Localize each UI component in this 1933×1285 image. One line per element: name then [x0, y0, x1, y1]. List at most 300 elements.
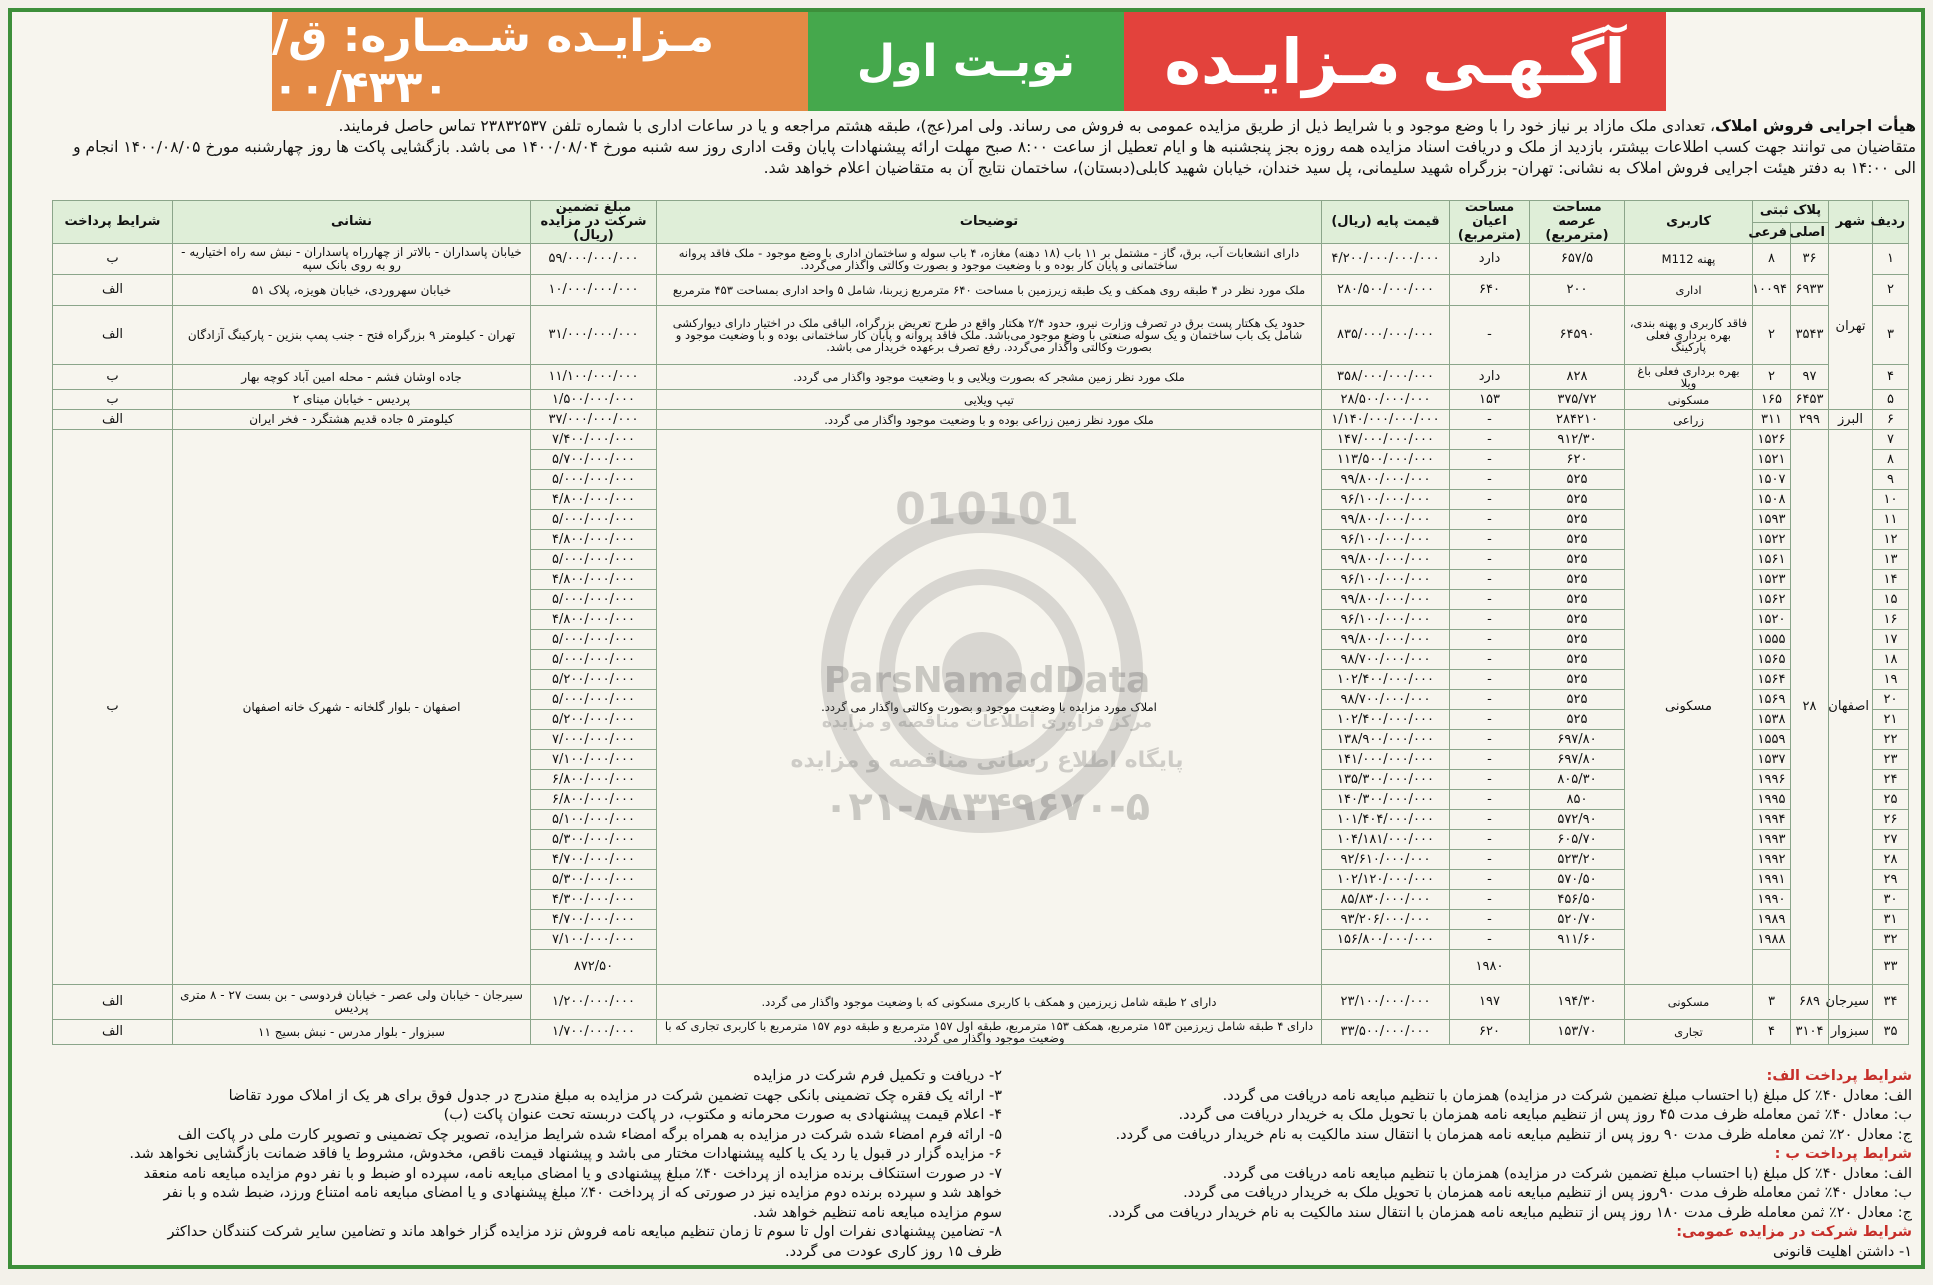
payment-terms-cell: ب — [53, 244, 173, 275]
terms-b-1: الف: معادل ۴۰٪ کل مبلغ (با احتساب مبلغ تضمین شرکت در مزایده) همزمان با تنظیم مبایعه نامه دریافت می گردد. — [1222, 1165, 1912, 1182]
guarantee-cell: ۴/۸۰۰/۰۰۰/۰۰۰ — [531, 530, 657, 550]
base-price-cell: ۲۳/۱۰۰/۰۰۰/۰۰۰ — [1322, 985, 1450, 1020]
building-area-cell: - — [1450, 930, 1530, 950]
plak-asli-cell: ۲۹۹ — [1791, 410, 1829, 430]
land-area-cell: ۱۵۳/۷۰ — [1530, 1020, 1625, 1045]
plak-fari-cell: ۱۵۲۶ — [1753, 430, 1791, 450]
building-area-cell: - — [1450, 430, 1530, 450]
guarantee-cell: ۵/۰۰۰/۰۰۰/۰۰۰ — [531, 630, 657, 650]
col-price: قیمت پایه (ریال) — [1322, 201, 1450, 244]
building-area-cell: - — [1450, 670, 1530, 690]
land-area-cell: ۵۲۵ — [1530, 670, 1625, 690]
land-area-cell: ۲۰۰ — [1530, 275, 1625, 306]
guarantee-cell: ۵/۰۰۰/۰۰۰/۰۰۰ — [531, 650, 657, 670]
row-number: ۲۹ — [1873, 870, 1909, 890]
guarantee-cell: ۶/۸۰۰/۰۰۰/۰۰۰ — [531, 790, 657, 810]
plak-asli-cell: ۲۸ — [1791, 430, 1829, 985]
intro-lead: هیأت اجرایی فروش املاک — [1715, 117, 1916, 135]
building-area-cell: - — [1450, 550, 1530, 570]
guarantee-cell: ۴/۸۰۰/۰۰۰/۰۰۰ — [531, 490, 657, 510]
auction-number: مـزایـده شـمـاره: ق/۰۰/۴۳۳۰ — [272, 12, 808, 111]
base-price-cell: ۱۰۱/۴۰۴/۰۰۰/۰۰۰ — [1322, 810, 1450, 830]
building-area-cell: - — [1450, 530, 1530, 550]
land-area-cell: ۵۲۵ — [1530, 570, 1625, 590]
table-row — [53, 985, 1909, 1020]
building-area-cell: - — [1450, 490, 1530, 510]
plak-fari-cell: ۱۹۹۲ — [1753, 850, 1791, 870]
participation-5: ۵- ارائه فرم امضاء شده شرکت در مزایده به همراه برگه امضاء شده شرایط مزایده، تصویر چک تضمینی و تصویر کارت ملی در پاکت الف — [177, 1126, 1002, 1143]
participation-terms — [52, 1067, 1002, 1262]
guarantee-cell: ۷/۱۰۰/۰۰۰/۰۰۰ — [531, 930, 657, 950]
row-number: ۲۶ — [1873, 810, 1909, 830]
turn-label: نوبـت اول — [808, 12, 1124, 111]
participation-1: ۱- داشتن اهلیت قانونی — [1773, 1243, 1912, 1260]
guarantee-cell: ۵/۱۰۰/۰۰۰/۰۰۰ — [531, 810, 657, 830]
terms-a-heading: شرایط پرداخت الف: — [1766, 1068, 1912, 1084]
address-cell: کیلومتر ۵ جاده قدیم هشتگرد - فخر ایران — [173, 410, 531, 430]
row-number: ۱ — [1873, 244, 1909, 275]
base-price-cell: ۸۵/۸۳۰/۰۰۰/۰۰۰ — [1322, 890, 1450, 910]
row-number: ۳۰ — [1873, 890, 1909, 910]
col-guarantee: مبلغ تضمین شرکت در مزایده (ریال) — [531, 201, 657, 244]
usage-cell: اداری — [1625, 275, 1753, 306]
land-area-cell: ۵۲۵ — [1530, 690, 1625, 710]
land-area-cell: ۸۵۰ — [1530, 790, 1625, 810]
guarantee-cell: ۵/۲۰۰/۰۰۰/۰۰۰ — [531, 670, 657, 690]
building-area-cell: - — [1450, 890, 1530, 910]
land-area-cell: ۵۲۵ — [1530, 630, 1625, 650]
base-price-cell: ۹۸/۷۰۰/۰۰۰/۰۰۰ — [1322, 690, 1450, 710]
land-area-cell: ۵۲۵ — [1530, 510, 1625, 530]
building-area-cell: ۱۹۷ — [1450, 985, 1530, 1020]
city-cell: اصفهان — [1829, 430, 1873, 985]
row-number: ۳ — [1873, 306, 1909, 365]
building-area-cell: - — [1450, 750, 1530, 770]
building-area-cell: - — [1450, 910, 1530, 930]
guarantee-cell: ۱۱/۱۰۰/۰۰۰/۰۰۰ — [531, 365, 657, 390]
col-desc: توضیحات — [657, 201, 1322, 244]
guarantee-cell: ۶/۸۰۰/۰۰۰/۰۰۰ — [531, 770, 657, 790]
col-plak: پلاک ثبتی — [1753, 201, 1829, 223]
land-area-cell: ۵۲۵ — [1530, 470, 1625, 490]
table-row — [53, 410, 1909, 430]
payment-terms-cell: الف — [53, 410, 173, 430]
address-cell: پردیس - خیابان مینای ۲ — [173, 390, 531, 410]
participation-heading: شرایط شرکت در مزایده عمومی: — [1676, 1224, 1912, 1240]
plak-fari-cell: ۱۹۹۰ — [1753, 890, 1791, 910]
description-cell: ملک مورد نظر زمین مشجر که بصورت ویلایی و با وضعیت موجود واگذار می گردد. — [657, 365, 1322, 390]
plak-fari-cell: ۱۵۲۰ — [1753, 610, 1791, 630]
guarantee-cell: ۵/۰۰۰/۰۰۰/۰۰۰ — [531, 510, 657, 530]
land-area-cell: ۵۲۵ — [1530, 530, 1625, 550]
table-body — [53, 244, 1909, 1045]
base-price-cell: ۹۶/۱۰۰/۰۰۰/۰۰۰ — [1322, 570, 1450, 590]
guarantee-cell: ۷/۰۰۰/۰۰۰/۰۰۰ — [531, 730, 657, 750]
land-area-cell: ۲۸۴۲۱۰ — [1530, 410, 1625, 430]
base-price-cell: ۲۸/۵۰۰/۰۰۰/۰۰۰ — [1322, 390, 1450, 410]
description-cell: دارای انشعابات آب، برق، گاز - مشتمل بر ۱۱ باب (۱۸ دهنه) مغازه، ۴ باب سوله و ساختمان اداری با وضع موجود - ملک فاقد پروانه ساختمانی و پایان کار بوده و با وضعیت موجود و بصورت وکالتی واگذار می‌گردد. — [657, 244, 1322, 275]
usage-cell: مسکونی — [1625, 390, 1753, 410]
building-area-cell: - — [1450, 590, 1530, 610]
col-address: نشانی — [173, 201, 531, 244]
plak-fari-cell: ۱۹۹۴ — [1753, 810, 1791, 830]
base-price-cell: ۱۰۲/۴۰۰/۰۰۰/۰۰۰ — [1322, 710, 1450, 730]
building-area-cell: - — [1450, 690, 1530, 710]
land-area-cell: ۵۲۵ — [1530, 710, 1625, 730]
usage-cell: پهنه M112 — [1625, 244, 1753, 275]
address-cell: سبزوار - بلوار مدرس - نبش بسیج ۱۱ — [173, 1020, 531, 1045]
land-area-cell: ۶۴۵۹۰ — [1530, 306, 1625, 365]
land-area-cell: ۵۲۵ — [1530, 550, 1625, 570]
table-row — [53, 390, 1909, 410]
building-area-cell: - — [1450, 470, 1530, 490]
land-area-cell: ۵۲۰/۷۰ — [1530, 910, 1625, 930]
intro-line-1-text: ، تعدادی ملک مازاد بر نیاز خود را با وضع موجود و با شرایط ذیل از طریق مزایده عمومی به فروش می رساند. ولی امر(عج)، طبقه هشتم مراجعه و یا در ساعات اداری با شماره تلفن ۲۳۸۳۲۵۳۷ تماس حاصل فرمایند. — [338, 117, 1716, 135]
guarantee-cell: ۴/۳۰۰/۰۰۰/۰۰۰ — [531, 890, 657, 910]
plak-fari-cell: ۱۰۰۹۴ — [1753, 275, 1791, 306]
land-area-cell: ۹۱۲/۳۰ — [1530, 430, 1625, 450]
land-area-cell: ۶۹۷/۸۰ — [1530, 750, 1625, 770]
row-number: ۲۰ — [1873, 690, 1909, 710]
base-price-cell: ۱۳۸/۹۰۰/۰۰۰/۰۰۰ — [1322, 730, 1450, 750]
row-number: ۱۵ — [1873, 590, 1909, 610]
plak-asli-cell — [1530, 950, 1625, 985]
table-row — [53, 1020, 1909, 1045]
land-area-cell: ۵۲۵ — [1530, 490, 1625, 510]
description-cell: دارای ۴ طبقه شامل زیرزمین ۱۵۳ مترمربع، همکف ۱۵۳ مترمربع، طبقه اول ۱۵۷ مترمربع و طبقه دوم ۱۵۷ مترمربع با کاربری تجاری که با وضعیت موجود واگذار می گردد. — [657, 1020, 1322, 1045]
land-area-cell: ۸۲۸ — [1530, 365, 1625, 390]
usage-cell: زراعی — [1625, 410, 1753, 430]
row-number: ۲۸ — [1873, 850, 1909, 870]
row-number: ۲۲ — [1873, 730, 1909, 750]
plak-fari-cell: ۱۵۶۱ — [1753, 550, 1791, 570]
plak-fari-cell: ۲ — [1753, 306, 1791, 365]
building-area-cell: - — [1450, 710, 1530, 730]
watermark-line-1: مرکز فراوری اطلاعات مناقصه و مزایده — [821, 712, 1153, 732]
address-cell: اصفهان - بلوار گلخانه - شهرک خانه اصفهان — [173, 430, 531, 985]
terms-b-heading: شرایط پرداخت ب : — [1774, 1146, 1912, 1162]
guarantee-cell: ۴/۷۰۰/۰۰۰/۰۰۰ — [531, 910, 657, 930]
base-price-cell: ۹۳/۲۰۶/۰۰۰/۰۰۰ — [1322, 910, 1450, 930]
payment-terms-cell: ب — [53, 365, 173, 390]
row-number: ۹ — [1873, 470, 1909, 490]
base-price-cell: ۹۲/۶۱۰/۰۰۰/۰۰۰ — [1322, 850, 1450, 870]
col-city: شهر — [1829, 201, 1873, 244]
land-area-cell: ۹۱۱/۶۰ — [1530, 930, 1625, 950]
row-number: ۳۲ — [1873, 930, 1909, 950]
land-area-cell: ۸۰۵/۳۰ — [1530, 770, 1625, 790]
guarantee-cell: ۱۰/۰۰۰/۰۰۰/۰۰۰ — [531, 275, 657, 306]
properties-table — [52, 200, 1909, 1045]
row-number: ۲۳ — [1873, 750, 1909, 770]
guarantee-cell: ۴/۷۰۰/۰۰۰/۰۰۰ — [531, 850, 657, 870]
base-price-cell: ۹۶/۱۰۰/۰۰۰/۰۰۰ — [1322, 490, 1450, 510]
row-number: ۳۱ — [1873, 910, 1909, 930]
row-number: ۲۵ — [1873, 790, 1909, 810]
land-area-cell: ۳۷۵/۷۲ — [1530, 390, 1625, 410]
plak-asli-cell: ۶۹۳۳ — [1791, 275, 1829, 306]
plak-fari-cell: ۲ — [1753, 365, 1791, 390]
col-row: ردیف — [1873, 201, 1909, 244]
row-number: ۱۶ — [1873, 610, 1909, 630]
row-number: ۳۳ — [1873, 950, 1909, 985]
plak-asli-cell: ۳۶ — [1791, 244, 1829, 275]
building-area-cell: دارد — [1450, 244, 1530, 275]
base-price-cell: ۹۸/۷۰۰/۰۰۰/۰۰۰ — [1322, 650, 1450, 670]
base-price-cell: ۱/۱۴۰/۰۰۰/۰۰۰/۰۰۰ — [1322, 410, 1450, 430]
description-cell: ملک مورد نظر زمین زراعی بوده و با وضعیت موجود واگذار می گردد. — [657, 410, 1322, 430]
description-cell: حدود یک هکتار پست برق در تصرف وزارت نیرو، حدود ۲/۴ هکتار واقع در طرح تعریض بزرگراه، الباقی ملک در اختیار دارای دیوارکشی شامل یک باب ساختمان و یک سوله صنعتی با وضع موجود می‌باشد. ملک فاقد پروانه و پایان کار ساختمانی بوده و با وضعیت موجود و بصورت وکالتی واگذار می‌گردد. رفع تصرف برعهده خریدار می باشد. — [657, 306, 1322, 365]
col-asli: اصلی — [1791, 222, 1829, 244]
base-price-cell: ۸۳۵/۰۰۰/۰۰۰/۰۰۰ — [1322, 306, 1450, 365]
building-area-cell: ۱۵۳ — [1450, 390, 1530, 410]
building-area-cell: دارد — [1450, 365, 1530, 390]
building-area-cell: - — [1450, 770, 1530, 790]
intro-line-2: متقاضیان می توانند جهت کسب اطلاعات بیشتر، بازدید از ملک و دریافت اسناد مزایده همه روزه بجز پنجشنبه ها و ایام تعطیل از ساعت ۸:۰۰ صبح مهلت ارائه پیشنهادات پایان وقت اداری روز سه شنبه مورخ ۱۴۰۰/۰۸/۰۴ می باشد. بازگشایی پاکت ها روز چهارشنبه مورخ ۱۴۰۰/۰۸/۰۵ انجام و — [73, 138, 1916, 156]
plak-fari-cell: ۱۹۹۶ — [1753, 770, 1791, 790]
payment-terms-cell: الف — [53, 306, 173, 365]
building-area-cell: - — [1450, 850, 1530, 870]
base-price-cell: ۳۵۸/۰۰۰/۰۰۰/۰۰۰ — [1322, 365, 1450, 390]
row-number: ۳۴ — [1873, 985, 1909, 1020]
row-number: ۱۸ — [1873, 650, 1909, 670]
guarantee-cell: ۵/۳۰۰/۰۰۰/۰۰۰ — [531, 830, 657, 850]
terms-b-2: ب: معادل ۴۰٪ ثمن معامله ظرف مدت ۹۰روز پس از تنظیم مبایعه نامه همزمان با تحویل ملک به خریدار دریافت می گردد. — [1183, 1185, 1912, 1201]
table-row — [53, 306, 1909, 365]
building-area-cell: - — [1450, 510, 1530, 530]
intro-paragraph — [26, 116, 1916, 179]
city-cell: تهران — [1829, 244, 1873, 410]
guarantee-cell: ۵/۰۰۰/۰۰۰/۰۰۰ — [531, 690, 657, 710]
base-price-cell: ۹۹/۸۰۰/۰۰۰/۰۰۰ — [1322, 470, 1450, 490]
building-area-cell: ۶۴۰ — [1450, 275, 1530, 306]
guarantee-cell: ۵/۳۰۰/۰۰۰/۰۰۰ — [531, 870, 657, 890]
row-number: ۱۲ — [1873, 530, 1909, 550]
base-price-cell: ۱۴۷/۰۰۰/۰۰۰/۰۰۰ — [1322, 430, 1450, 450]
plak-fari-cell: ۱۹۹۵ — [1753, 790, 1791, 810]
col-usage: کاربری — [1625, 201, 1753, 244]
payment-terms-cell: الف — [53, 985, 173, 1020]
building-area-cell: - — [1450, 610, 1530, 630]
description-cell: ملک مورد نظر در ۴ طبقه روی همکف و یک طبقه زیرزمین با مساحت ۶۴۰ مترمربع زیربنا، شامل ۵ واحد اداری بمساحت ۴۵۳ مترمربع — [657, 275, 1322, 306]
plak-fari-cell: ۱۹۹۱ — [1753, 870, 1791, 890]
row-number: ۲ — [1873, 275, 1909, 306]
plak-fari-cell: ۸ — [1753, 244, 1791, 275]
watermark-phone: ۰۲۱-۸۸۳۴۹۶۷۰-۵ — [823, 784, 1151, 830]
address-cell: تهران - کیلومتر ۹ بزرگراه فتح - جنب پمپ بنزین - پارکینگ آزادگان — [173, 306, 531, 365]
base-price-cell: ۱۰۴/۱۸۱/۰۰۰/۰۰۰ — [1322, 830, 1450, 850]
table-row — [53, 430, 1909, 450]
address-cell: سیرجان - خیابان ولی عصر - خیابان فردوسی - بن بست ۲۷ - ۸ متری پردیس — [173, 985, 531, 1020]
row-number: ۴ — [1873, 365, 1909, 390]
base-price-cell: ۹۹/۸۰۰/۰۰۰/۰۰۰ — [1322, 510, 1450, 530]
row-number: ۱۴ — [1873, 570, 1909, 590]
base-price-cell: ۹۹/۸۰۰/۰۰۰/۰۰۰ — [1322, 550, 1450, 570]
row-number: ۷ — [1873, 430, 1909, 450]
base-price-cell: ۴/۲۰۰/۰۰۰/۰۰۰/۰۰۰ — [1322, 244, 1450, 275]
intro-line-3: الی ۱۴:۰۰ به دفتر هیئت اجرایی فروش املاک به نشانی: تهران- بزرگراه شهید سلیمانی، پل سید خندان، خیابان شهید کابلی(دبستان)، ساختمان نتایج آن به متقاضیان اعلام خواهد شد. — [763, 159, 1916, 177]
watermark-brand: ParsNamadData — [823, 660, 1151, 701]
guarantee-cell: ۵/۷۰۰/۰۰۰/۰۰۰ — [531, 450, 657, 470]
plak-fari-cell: ۱۵۵۵ — [1753, 630, 1791, 650]
guarantee-cell: ۱/۵۰۰/۰۰۰/۰۰۰ — [531, 390, 657, 410]
building-area-cell: ۶۲۰ — [1450, 1020, 1530, 1045]
row-number: ۱۷ — [1873, 630, 1909, 650]
terms-a-1: الف: معادل ۴۰٪ کل مبلغ (با احتساب مبلغ تضمین شرکت در مزایده) همزمان با تنظیم مبایعه نامه دریافت می گردد. — [1222, 1087, 1912, 1104]
description-cell: تیپ ویلایی — [657, 390, 1322, 410]
base-price-cell: ۳۳/۵۰۰/۰۰۰/۰۰۰ — [1322, 1020, 1450, 1045]
base-price-cell: ۱۱۳/۵۰۰/۰۰۰/۰۰۰ — [1322, 450, 1450, 470]
land-area-cell: ۵۲۵ — [1530, 590, 1625, 610]
city-cell — [1753, 950, 1791, 985]
terms-a-3: ج: معادل ۲۰٪ ثمن معامله ظرف مدت ۹۰ روز پس از تنظیم مبایعه نامه همزمان با انتقال سند مالکیت به نام خریدار دریافت می گردد. — [1115, 1126, 1912, 1143]
row-number: ۱۱ — [1873, 510, 1909, 530]
plak-asli-cell: ۶۴۵۳ — [1791, 390, 1829, 410]
guarantee-cell: ۷/۴۰۰/۰۰۰/۰۰۰ — [531, 430, 657, 450]
plak-asli-cell: ۹۷ — [1791, 365, 1829, 390]
usage-cell: بهره برداری فعلی باغ ویلا — [1625, 365, 1753, 390]
building-area-cell: - — [1450, 830, 1530, 850]
base-price-cell: ۹۹/۸۰۰/۰۰۰/۰۰۰ — [1322, 630, 1450, 650]
address-cell: جاده اوشان فشم - محله امین آباد کوچه بهار — [173, 365, 531, 390]
guarantee-cell: ۱/۷۰۰/۰۰۰/۰۰۰ — [531, 1020, 657, 1045]
plak-fari-cell: ۱۵۶۵ — [1753, 650, 1791, 670]
watermark-digits: 010101 — [895, 484, 1079, 535]
payment-terms-cell: الف — [53, 1020, 173, 1045]
auction-notice — [8, 8, 1925, 1269]
land-area-cell: ۶۲۰ — [1530, 450, 1625, 470]
base-price-cell: ۹۶/۱۰۰/۰۰۰/۰۰۰ — [1322, 610, 1450, 630]
guarantee-cell: ۵/۰۰۰/۰۰۰/۰۰۰ — [531, 470, 657, 490]
plak-fari-cell: ۱۶۵ — [1753, 390, 1791, 410]
watermark-line-2: پایگاه اطلاع رسانی مناقصه و مزایده — [790, 748, 1184, 773]
plak-fari-cell: ۱۵۲۲ — [1753, 530, 1791, 550]
payment-terms-cell: ب — [53, 430, 173, 985]
land-area-cell: ۵۲۵ — [1530, 650, 1625, 670]
col-land: مساحت عرصه (مترمربع) — [1530, 201, 1625, 244]
col-fari: فرعی — [1753, 222, 1791, 244]
plak-asli-cell: ۳۱۰۴ — [1791, 1020, 1829, 1045]
plak-fari-cell: ۱۵۵۹ — [1753, 730, 1791, 750]
building-area-cell: - — [1450, 306, 1530, 365]
building-area-cell: - — [1450, 630, 1530, 650]
notice-title: آگـهـی مـزایـده — [1124, 12, 1666, 111]
description-cell: دارای ۲ طبقه شامل زیرزمین و همکف با کاربری مسکونی که با وضعیت موجود واگذار می گردد. — [657, 985, 1322, 1020]
plak-fari-cell: ۱۵۰۸ — [1753, 490, 1791, 510]
row-number: ۶ — [1873, 410, 1909, 430]
row-number: ۲۱ — [1873, 710, 1909, 730]
land-area-cell: ۸۷۲/۵۰ — [531, 950, 657, 985]
terms-b-3: ج: معادل ۲۰٪ ثمن معامله ظرف مدت ۱۸۰ روز پس از تنظیم مبایعه نامه همزمان با انتقال سند مالکیت به نام خریدار دریافت می گردد. — [1107, 1204, 1912, 1221]
land-area-cell: ۵۲۵ — [1530, 610, 1625, 630]
row-number: ۱۳ — [1873, 550, 1909, 570]
city-cell: سیرجان — [1829, 985, 1873, 1020]
base-price-cell: ۱۵۶/۸۰۰/۰۰۰/۰۰۰ — [1322, 930, 1450, 950]
payment-terms-cell: الف — [53, 275, 173, 306]
usage-cell: فاقد کاربری و پهنه بندی، بهره برداری فعلی پارکینگ — [1625, 306, 1753, 365]
guarantee-cell: ۵/۰۰۰/۰۰۰/۰۰۰ — [531, 590, 657, 610]
usage-cell — [1322, 950, 1450, 985]
guarantee-cell: ۳۱/۰۰۰/۰۰۰/۰۰۰ — [531, 306, 657, 365]
city-cell: البرز — [1829, 410, 1873, 430]
guarantee-cell: ۴/۸۰۰/۰۰۰/۰۰۰ — [531, 610, 657, 630]
plak-fari-cell: ۴ — [1753, 1020, 1791, 1045]
address-cell: خیابان پاسداران - بالاتر از چهارراه پاسداران - نبش سه راه اختیاریه - رو به روی بانک سپه — [173, 244, 531, 275]
land-area-cell: ۴۵۶/۵۰ — [1530, 890, 1625, 910]
plak-fari-cell: ۱۵۹۳ — [1753, 510, 1791, 530]
usage-cell: مسکونی — [1625, 985, 1753, 1020]
row-number: ۲۷ — [1873, 830, 1909, 850]
plak-asli-cell: ۶۸۹ — [1791, 985, 1829, 1020]
table-row — [53, 275, 1909, 306]
plak-fari-cell: ۱۵۳۷ — [1753, 750, 1791, 770]
col-building: مساحت اعیان (مترمربع) — [1450, 201, 1530, 244]
col-terms: شرایط پرداخت — [53, 201, 173, 244]
plak-fari-cell: ۱۵۶۹ — [1753, 690, 1791, 710]
plak-asli-cell: ۳۵۴۳ — [1791, 306, 1829, 365]
row-number: ۵ — [1873, 390, 1909, 410]
land-area-cell: ۵۷۰/۵۰ — [1530, 870, 1625, 890]
land-area-cell: ۵۲۳/۲۰ — [1530, 850, 1625, 870]
participation-2: ۲- دریافت و تکمیل فرم شرکت در مزایده — [753, 1068, 1002, 1084]
base-price-cell: ۹۶/۱۰۰/۰۰۰/۰۰۰ — [1322, 530, 1450, 550]
plak-fari-cell: ۱۹۸۹ — [1753, 910, 1791, 930]
plak-fari-cell: ۱۹۹۳ — [1753, 830, 1791, 850]
plak-fari-cell: ۱۵۲۱ — [1753, 450, 1791, 470]
participation-3: ۳- ارائه یک فقره چک تضمینی بانکی جهت تضمین شرکت در مزایده به مبلغ مندرج در جدول فوق برای هر یک از املاک مورد تقاضا — [228, 1087, 1002, 1104]
plak-fari-cell: ۱۹۸۸ — [1753, 930, 1791, 950]
table-row — [53, 244, 1909, 275]
building-area-cell: - — [1450, 810, 1530, 830]
plak-fari-cell: ۱۵۶۲ — [1753, 590, 1791, 610]
guarantee-cell: ۱/۲۰۰/۰۰۰/۰۰۰ — [531, 985, 657, 1020]
land-area-cell: ۱۹۴/۳۰ — [1530, 985, 1625, 1020]
intro-line-1 — [26, 116, 1916, 137]
base-price-cell: ۹۹/۸۰۰/۰۰۰/۰۰۰ — [1322, 590, 1450, 610]
plak-fari-cell: ۱۵۰۷ — [1753, 470, 1791, 490]
row-number: ۱۹ — [1873, 670, 1909, 690]
land-area-cell: ۶۰۵/۷۰ — [1530, 830, 1625, 850]
guarantee-cell: ۵/۲۰۰/۰۰۰/۰۰۰ — [531, 710, 657, 730]
city-cell: سبزوار — [1829, 1020, 1873, 1045]
participation-4: ۴- اعلام قیمت پیشنهادی به صورت محرمانه و مکتوب، در پاکت دربسته تحت عنوان پاکت (ب) — [443, 1107, 1002, 1123]
notice-header — [272, 12, 1666, 111]
base-price-cell: ۱۰۲/۴۰۰/۰۰۰/۰۰۰ — [1322, 670, 1450, 690]
row-number: ۱۰ — [1873, 490, 1909, 510]
guarantee-cell: ۳۷/۰۰۰/۰۰۰/۰۰۰ — [531, 410, 657, 430]
usage-cell: تجاری — [1625, 1020, 1753, 1045]
base-price-cell: ۱۳۵/۳۰۰/۰۰۰/۰۰۰ — [1322, 770, 1450, 790]
guarantee-cell: ۵/۰۰۰/۰۰۰/۰۰۰ — [531, 550, 657, 570]
usage-cell: مسکونی — [1625, 430, 1753, 985]
land-area-cell: ۶۵۷/۵ — [1530, 244, 1625, 275]
building-area-cell: - — [1450, 730, 1530, 750]
participation-7c: سوم مزایده مبایعه نامه تنظیم خواهد شد. — [752, 1204, 1002, 1221]
building-area-cell: - — [1450, 450, 1530, 470]
building-area-cell: - — [1450, 790, 1530, 810]
building-area-cell: - — [1450, 410, 1530, 430]
land-area-cell: ۶۹۷/۸۰ — [1530, 730, 1625, 750]
payment-terms-cell: ب — [53, 390, 173, 410]
guarantee-cell: ۴/۸۰۰/۰۰۰/۰۰۰ — [531, 570, 657, 590]
row-number: ۲۴ — [1873, 770, 1909, 790]
participation-7a: ۷- در صورت استنکاف برنده مزایده از پرداخت ۴۰٪ مبلغ پیشنهادی و یا امضای مبایعه نامه، سپرده او ضبط و با نفر دوم مزایده مبایعه نامه منعقد — [143, 1165, 1002, 1182]
participation-6: ۶- مزایده گزار در قبول یا رد یک یا کلیه پیشنهادات مختار می باشد و پیشنهاد قیمت ناقص، مخدوش، مشروط یا فاقد ضمانت بازگشایی نخواهد شد. — [129, 1146, 1002, 1162]
building-area-cell: - — [1450, 870, 1530, 890]
participation-8a: ۸- تضامین پیشنهادی نفرات اول تا سوم تا زمان تنظیم مبایعه نامه فروش نزد مزایده گزار خواهد ماند و تضامین سایر شرکت کنندگان حداکثر — [167, 1224, 1002, 1240]
row-number: ۳۵ — [1873, 1020, 1909, 1045]
plak-fari-cell: ۱۵۶۴ — [1753, 670, 1791, 690]
